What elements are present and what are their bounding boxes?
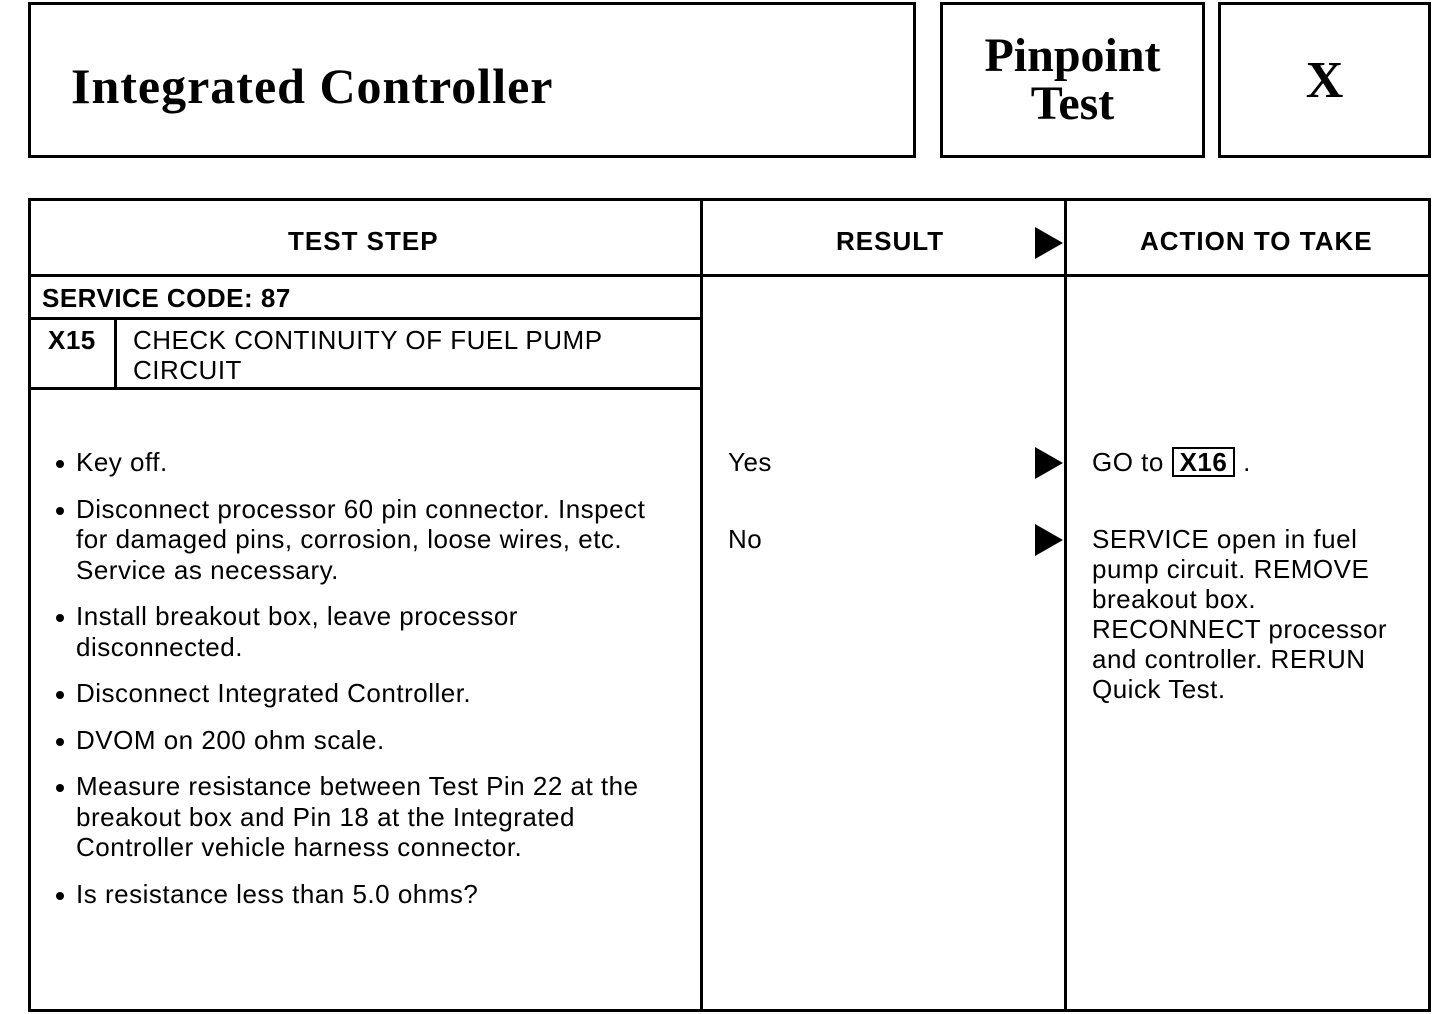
test-letter-box (1218, 2, 1431, 158)
test-letter: X (1305, 51, 1344, 109)
col-test-step: TEST STEP (288, 226, 439, 256)
result-no: No (728, 524, 763, 554)
step-id-divider (114, 317, 117, 390)
action-yes (1092, 447, 1251, 477)
test-step-list (52, 447, 662, 909)
service-code: SERVICE CODE: 87 (42, 283, 291, 313)
test-step-item: Measure resistance between Test Pin 22 at the breakout box and Pin 18 at the Integrated Controller vehicle harness connector. (52, 771, 662, 863)
action-no (1092, 524, 1387, 704)
col-result: RESULT (836, 226, 945, 256)
test-type-box (940, 2, 1205, 158)
col-action: ACTION TO TAKE (1140, 226, 1373, 256)
column-divider-1 (700, 198, 703, 1012)
action-no-line1: SERVICE open in fuel (1092, 524, 1358, 554)
test-type-line1: Pinpoint (984, 29, 1161, 82)
action-no-line3: breakout box. (1092, 584, 1257, 614)
service-code-divider (28, 317, 702, 320)
yes-arrow-icon (1035, 447, 1063, 479)
step-id: X15 (48, 325, 96, 355)
test-step-item: Is resistance less than 5.0 ohms? (52, 879, 662, 910)
result-yes: Yes (728, 447, 772, 477)
test-step-item: DVOM on 200 ohm scale. (52, 725, 662, 756)
action-yes-suffix: . (1243, 447, 1251, 477)
header-divider (28, 274, 1431, 277)
column-divider-2 (1064, 198, 1067, 1012)
action-no-line5: and controller. RERUN (1092, 644, 1366, 674)
test-step-item: Disconnect Integrated Controller. (52, 678, 662, 709)
result-header-arrow-icon (1035, 227, 1063, 259)
action-no-line4: RECONNECT processor (1092, 614, 1388, 644)
test-step-item: Key off. (52, 447, 662, 478)
test-step-item: Disconnect processor 60 pin connector. Inspect for damaged pins, corrosion, loose wires, etc. Service as necessary. (52, 494, 662, 586)
action-yes-prefix: GO to (1092, 447, 1164, 477)
step-title-line1: CHECK CONTINUITY OF FUEL PUMP (133, 325, 603, 355)
step-reference-x16[interactable]: X16 (1172, 447, 1236, 477)
action-no-line6: Quick Test. (1092, 674, 1226, 704)
action-no-line2: pump circuit. REMOVE (1092, 554, 1370, 584)
step-title-line2: CIRCUIT (133, 355, 242, 385)
test-step-item: Install breakout box, leave processor disconnected. (52, 601, 576, 662)
no-arrow-icon (1035, 524, 1063, 556)
title-box (28, 2, 916, 158)
test-type-line2: Test (1030, 77, 1115, 130)
page-title: Integrated Controller (71, 58, 554, 114)
step-title-divider (28, 387, 702, 390)
